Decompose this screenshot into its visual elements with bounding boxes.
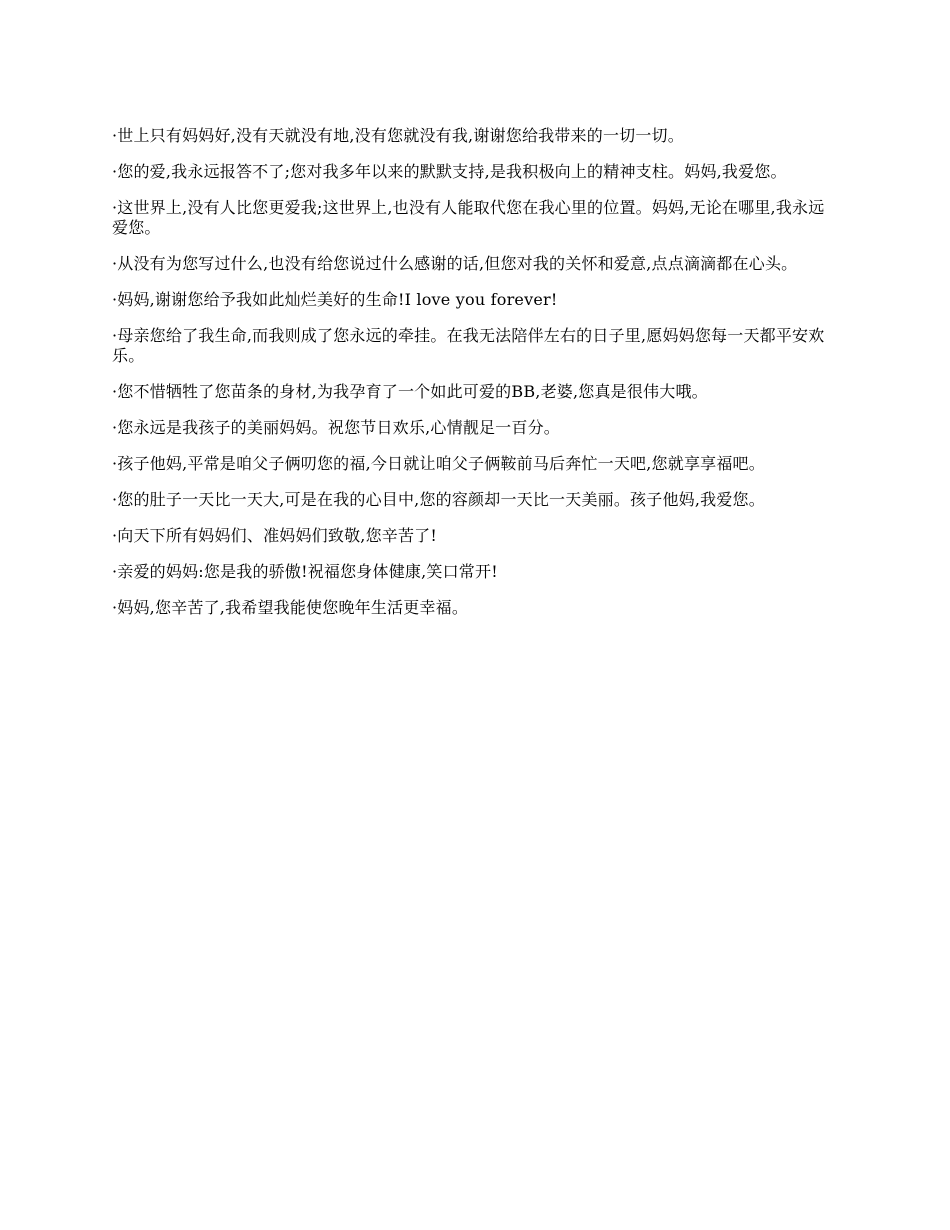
document-body bbox=[112, 126, 840, 634]
paragraph-1: ·世上只有妈妈好,没有天就没有地,没有您就没有我,谢谢您给我带来的一切一切。 bbox=[112, 126, 684, 145]
paragraph-5: ·妈妈,谢谢您给予我如此灿烂美好的生命!I love you forever! bbox=[112, 290, 558, 309]
paragraph-10: ·您的肚子一天比一天大,可是在我的心目中,您的容颜却一天比一天美丽。孩子他妈,我爱您。 bbox=[112, 490, 765, 509]
paragraph-3: ·这世界上,没有人比您更爱我;这世界上,也没有人能取代您在我心里的位置。妈妈,无论在哪里,我永远爱您。 bbox=[112, 198, 825, 237]
paragraph-4: ·从没有为您写过什么,也没有给您说过什么感谢的话,但您对我的关怀和爱意,点点滴滴都在心头。 bbox=[112, 254, 798, 273]
paragraph-13: ·妈妈,您辛苦了,我希望我能使您晚年生活更幸福。 bbox=[112, 598, 469, 617]
paragraph-7: ·您不惜牺牲了您苗条的身材,为我孕育了一个如此可爱的BB,老婆,您真是很伟大哦。 bbox=[112, 382, 708, 401]
paragraph-6: ·母亲您给了我生命,而我则成了您永远的牵挂。在我无法陪伴左右的日子里,愿妈妈您每一天都平安欢乐。 bbox=[112, 326, 825, 365]
paragraph-2: ·您的爱,我永远报答不了;您对我多年以来的默默支持,是我积极向上的精神支柱。妈妈,我爱您。 bbox=[112, 162, 787, 181]
paragraph-8: ·您永远是我孩子的美丽妈妈。祝您节日欢乐,心情靓足一百分。 bbox=[112, 418, 560, 437]
paragraph-11: ·向天下所有妈妈们、准妈妈们致敬,您辛苦了! bbox=[112, 526, 438, 545]
paragraph-12: ·亲爱的妈妈:您是我的骄傲!祝福您身体健康,笑口常开! bbox=[112, 562, 498, 581]
paragraph-9: ·孩子他妈,平常是咱父子俩叨您的福,今日就让咱父子俩鞍前马后奔忙一天吧,您就享享福吧。 bbox=[112, 454, 765, 473]
